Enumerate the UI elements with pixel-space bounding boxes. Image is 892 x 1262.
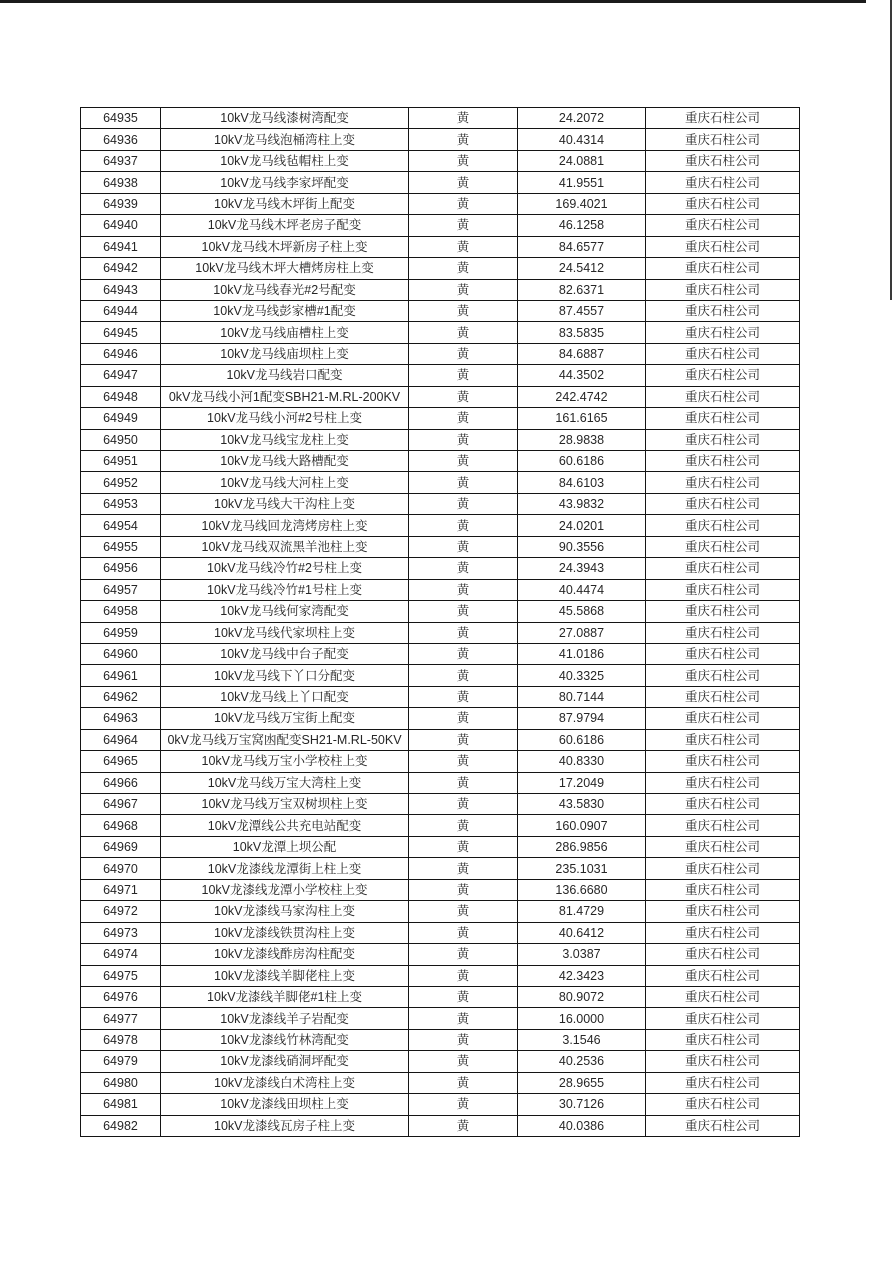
cell-level: 黄 [456,389,470,404]
cell-transformer-name: 10kV龙马线彭家槽#1配变 [213,304,356,319]
cell-transformer-name: 10kV龙马线春光#2号配变 [213,282,356,297]
cell-company: 重庆石柱公司 [684,475,760,490]
table-row [81,729,800,750]
cell-level: 黄 [456,561,470,576]
cell-record-id: 64946 [103,347,138,362]
cell-transformer-name: 10kV龙漆线马家沟柱上变 [214,904,355,919]
cell-record-id: 64935 [103,111,138,126]
cell-value: 242.4742 [555,389,608,404]
cell-company: 重庆石柱公司 [684,411,760,426]
cell-company: 重庆石柱公司 [684,282,760,297]
cell-record-id: 64957 [103,582,138,597]
table-row [81,858,800,879]
table-row [81,601,800,622]
cell-level: 黄 [456,968,470,983]
cell-value: 169.4021 [555,196,608,211]
table-row [81,150,800,171]
cell-value: 82.6371 [558,282,605,297]
cell-level: 黄 [456,218,470,233]
cell-transformer-name: 10kV龙马线毡帽柱上变 [220,154,349,169]
cell-company: 重庆石柱公司 [684,347,760,362]
cell-value: 16.0000 [558,1011,605,1026]
cell-record-id: 64954 [103,518,138,533]
table-row [81,665,800,686]
table-row [81,322,800,343]
cell-level: 黄 [456,497,470,512]
cell-transformer-name: 10kV龙潭上坝公配 [232,840,337,855]
cell-level: 黄 [456,1097,470,1112]
cell-transformer-name: 10kV龙马线庙坝柱上变 [220,347,349,362]
cell-transformer-name: 10kV龙马线万宝大湾柱上变 [207,775,362,790]
table-row [81,901,800,922]
cell-company: 重庆石柱公司 [684,454,760,469]
cell-transformer-name: 10kV龙漆线瓦房子柱上变 [214,1118,355,1133]
table-row [81,343,800,364]
cell-record-id: 64945 [103,325,138,340]
table-row [81,965,800,986]
cell-company: 重庆石柱公司 [684,1097,760,1112]
cell-transformer-name: 10kV龙马线岩口配变 [226,368,343,383]
cell-value: 24.2072 [558,111,605,126]
table-row [81,836,800,857]
cell-transformer-name: 10kV龙马线大干沟柱上变 [214,497,355,512]
cell-value: 40.2536 [558,1054,605,1069]
cell-company: 重庆石柱公司 [684,668,760,683]
cell-level: 黄 [456,840,470,855]
cell-transformer-name: 10kV龙马线木坪新房子柱上变 [201,239,368,254]
cell-value: 40.0386 [558,1118,605,1133]
cell-value: 90.3556 [558,539,605,554]
cell-value: 60.6186 [558,732,605,747]
cell-record-id: 64956 [103,561,138,576]
cell-transformer-name: 10kV龙马线万宝双树坝柱上变 [201,797,368,812]
cell-transformer-name: 10kV龙马线庙槽柱上变 [220,325,349,340]
cell-transformer-name: 10kV龙马线双流黑羊池柱上变 [201,539,368,554]
cell-record-id: 64951 [103,454,138,469]
cell-value: 40.4314 [558,132,605,147]
cell-level: 黄 [456,196,470,211]
cell-value: 44.3502 [558,368,605,383]
cell-level: 黄 [456,690,470,705]
cell-record-id: 64947 [103,368,138,383]
cell-value: 235.1031 [555,861,608,876]
cell-company: 重庆石柱公司 [684,497,760,512]
cell-transformer-name: 10kV龙马线中台子配变 [220,647,349,662]
cell-transformer-name: 10kV龙漆线羊子岩配变 [220,1011,349,1026]
cell-transformer-name: 10kV龙马线大路槽配变 [220,454,349,469]
cell-value: 41.9551 [558,175,605,190]
table-row [81,579,800,600]
cell-company: 重庆石柱公司 [684,882,760,897]
cell-company: 重庆石柱公司 [684,625,760,640]
cell-level: 黄 [456,518,470,533]
table-row [81,300,800,321]
cell-value: 40.3325 [558,668,605,683]
cell-value: 27.0887 [558,625,605,640]
cell-transformer-name: 10kV龙漆线铁贯沟柱上变 [214,925,355,940]
table-row [81,1051,800,1072]
cell-level: 黄 [456,861,470,876]
cell-company: 重庆石柱公司 [684,539,760,554]
table-row [81,1072,800,1093]
cell-level: 黄 [456,604,470,619]
cell-transformer-name: 10kV龙马线万宝街上配变 [214,711,355,726]
table-row [81,751,800,772]
cell-record-id: 64948 [103,389,138,404]
cell-value: 3.1546 [562,1033,601,1048]
cell-level: 黄 [456,990,470,1005]
cell-record-id: 64972 [103,904,138,919]
cell-level: 黄 [456,282,470,297]
cell-record-id: 64959 [103,625,138,640]
cell-company: 重庆石柱公司 [684,968,760,983]
cell-transformer-name: 10kV龙马线代家坝柱上变 [214,625,355,640]
cell-transformer-name: 10kV龙马线李家坪配变 [220,175,349,190]
table-row [81,408,800,429]
cell-transformer-name: 10kV龙漆线羊脚佬#1柱上变 [207,990,362,1005]
cell-value: 80.7144 [558,690,605,705]
cell-level: 黄 [456,1011,470,1026]
table-row [81,129,800,150]
cell-record-id: 64974 [103,947,138,962]
cell-company: 重庆石柱公司 [684,111,760,126]
cell-company: 重庆石柱公司 [684,647,760,662]
cell-value: 87.9794 [558,711,605,726]
cell-record-id: 64944 [103,304,138,319]
cell-value: 28.9838 [558,432,605,447]
table-row [81,258,800,279]
cell-value: 42.3423 [558,968,605,983]
table-row [81,1115,800,1136]
cell-record-id: 64937 [103,154,138,169]
cell-record-id: 64966 [103,775,138,790]
cell-level: 黄 [456,904,470,919]
cell-company: 重庆石柱公司 [684,154,760,169]
cell-value: 81.4729 [558,904,605,919]
table-row [81,236,800,257]
table-row [81,279,800,300]
cell-value: 30.7126 [558,1097,605,1112]
cell-value: 24.3943 [558,561,605,576]
cell-level: 黄 [456,175,470,190]
cell-value: 60.6186 [558,454,605,469]
cell-level: 黄 [456,475,470,490]
cell-transformer-name: 10kV龙漆线白术湾柱上变 [214,1075,355,1090]
cell-transformer-name: 10kV龙马线冷竹#1号柱上变 [207,582,362,597]
cell-value: 24.0881 [558,154,605,169]
table-row [81,172,800,193]
cell-level: 黄 [456,154,470,169]
cell-record-id: 64955 [103,539,138,554]
cell-value: 17.2049 [558,775,605,790]
cell-value: 161.6165 [555,411,608,426]
cell-level: 黄 [456,347,470,362]
cell-record-id: 64950 [103,432,138,447]
cell-level: 黄 [456,925,470,940]
cell-value: 80.9072 [558,990,605,1005]
cell-transformer-name: 10kV龙马线回龙湾烤房柱上变 [201,518,368,533]
table-row [81,879,800,900]
cell-transformer-name: 10kV龙马线上丫口配变 [220,690,349,705]
table-row [81,451,800,472]
cell-record-id: 64965 [103,754,138,769]
cell-company: 重庆石柱公司 [684,432,760,447]
cell-company: 重庆石柱公司 [684,582,760,597]
cell-transformer-name: 10kV龙漆线酢房沟柱配变 [214,947,355,962]
table-row [81,386,800,407]
cell-company: 重庆石柱公司 [684,561,760,576]
cell-value: 43.9832 [558,497,605,512]
cell-transformer-name: 10kV龙漆线田坝柱上变 [220,1097,349,1112]
cell-company: 重庆石柱公司 [684,604,760,619]
cell-value: 160.0907 [555,818,608,833]
table-row [81,643,800,664]
cell-transformer-name: 10kV龙马线大河柱上变 [220,475,349,490]
cell-level: 黄 [456,304,470,319]
table-row [81,772,800,793]
cell-company: 重庆石柱公司 [684,861,760,876]
table-row [81,515,800,536]
cell-level: 黄 [456,368,470,383]
cell-record-id: 64971 [103,882,138,897]
cell-company: 重庆石柱公司 [684,818,760,833]
cell-level: 黄 [456,411,470,426]
cell-level: 黄 [456,432,470,447]
cell-company: 重庆石柱公司 [684,1118,760,1133]
cell-record-id: 64952 [103,475,138,490]
cell-record-id: 64943 [103,282,138,297]
table-row [81,558,800,579]
cell-company: 重庆石柱公司 [684,132,760,147]
cell-company: 重庆石柱公司 [684,304,760,319]
cell-value: 136.6680 [555,882,608,897]
cell-value: 40.6412 [558,925,605,940]
cell-record-id: 64967 [103,797,138,812]
cell-transformer-name: 10kV龙马线泡桶湾柱上变 [214,132,355,147]
cell-record-id: 64975 [103,968,138,983]
cell-company: 重庆石柱公司 [684,904,760,919]
cell-record-id: 64963 [103,711,138,726]
cell-record-id: 64964 [103,732,138,747]
cell-transformer-name: 10kV龙漆线竹林湾配变 [220,1033,349,1048]
cell-record-id: 64982 [103,1118,138,1133]
cell-level: 黄 [456,261,470,276]
cell-company: 重庆石柱公司 [684,711,760,726]
cell-record-id: 64969 [103,840,138,855]
table-row [81,708,800,729]
cell-transformer-name: 10kV龙马线木坪街上配变 [214,196,355,211]
cell-value: 40.8330 [558,754,605,769]
cell-level: 黄 [456,1033,470,1048]
cell-value: 83.5835 [558,325,605,340]
cell-company: 重庆石柱公司 [684,990,760,1005]
cell-record-id: 64973 [103,925,138,940]
cell-value: 45.5868 [558,604,605,619]
cell-level: 黄 [456,647,470,662]
cell-level: 黄 [456,239,470,254]
cell-transformer-name: 10kV龙漆线羊脚佬柱上变 [214,968,355,983]
table-row [81,686,800,707]
cell-company: 重庆石柱公司 [684,1011,760,1026]
table-row [81,794,800,815]
cell-transformer-name: 10kV龙马线万宝小学校柱上变 [201,754,368,769]
cell-record-id: 64960 [103,647,138,662]
cell-record-id: 64981 [103,1097,138,1112]
cell-level: 黄 [456,797,470,812]
cell-record-id: 64970 [103,861,138,876]
table-row [81,429,800,450]
table-row [81,365,800,386]
cell-company: 重庆石柱公司 [684,925,760,940]
cell-record-id: 64958 [103,604,138,619]
cell-level: 黄 [456,1118,470,1133]
cell-value: 40.4474 [558,582,605,597]
cell-company: 重庆石柱公司 [684,325,760,340]
cell-company: 重庆石柱公司 [684,368,760,383]
cell-company: 重庆石柱公司 [684,175,760,190]
cell-level: 黄 [456,711,470,726]
cell-transformer-name: 10kV龙马线宝龙柱上变 [220,432,349,447]
cell-record-id: 64961 [103,668,138,683]
cell-transformer-name: 10kV龙漆线龙潭小学校柱上变 [201,882,368,897]
cell-company: 重庆石柱公司 [684,1033,760,1048]
cell-transformer-name: 10kV龙马线漆树湾配变 [220,111,349,126]
table-row [81,193,800,214]
cell-record-id: 64942 [103,261,138,276]
cell-value: 84.6887 [558,347,605,362]
table-row [81,622,800,643]
cell-transformer-name: 10kV龙马线小河#2号柱上变 [207,411,362,426]
cell-record-id: 64962 [103,690,138,705]
cell-company: 重庆石柱公司 [684,797,760,812]
cell-level: 黄 [456,818,470,833]
cell-company: 重庆石柱公司 [684,389,760,404]
cell-transformer-name: 10kV龙马线下丫口分配变 [214,668,355,683]
cell-record-id: 64939 [103,196,138,211]
cell-record-id: 64968 [103,818,138,833]
cell-value: 286.9856 [555,840,608,855]
table-row [81,108,800,129]
cell-company: 重庆石柱公司 [684,261,760,276]
cell-value: 41.0186 [558,647,605,662]
table-row [81,815,800,836]
cell-level: 黄 [456,582,470,597]
cell-level: 黄 [456,111,470,126]
cell-record-id: 64940 [103,218,138,233]
cell-company: 重庆石柱公司 [684,775,760,790]
cell-value: 84.6577 [558,239,605,254]
cell-company: 重庆石柱公司 [684,218,760,233]
cell-record-id: 64979 [103,1054,138,1069]
table-row [81,472,800,493]
cell-value: 24.5412 [558,261,605,276]
cell-transformer-name: 10kV龙马线木坪老房子配变 [207,218,362,233]
cell-transformer-name: 10kV龙漆线硝洞坪配变 [220,1054,349,1069]
cell-transformer-name: 10kV龙马线何家湾配变 [220,604,349,619]
table-body [81,108,800,1137]
cell-transformer-name: 10kV龙漆线龙潭街上柱上变 [207,861,362,876]
cell-company: 重庆石柱公司 [684,732,760,747]
cell-level: 黄 [456,1075,470,1090]
cell-record-id: 64980 [103,1075,138,1090]
table-row [81,922,800,943]
cell-transformer-name: 10kV龙马线冷竹#2号柱上变 [207,561,362,576]
cell-level: 黄 [456,754,470,769]
cell-record-id: 64978 [103,1033,138,1048]
cell-level: 黄 [456,454,470,469]
table-row [81,944,800,965]
cell-company: 重庆石柱公司 [684,840,760,855]
cell-level: 黄 [456,947,470,962]
table-row [81,536,800,557]
cell-company: 重庆石柱公司 [684,239,760,254]
cell-record-id: 64953 [103,497,138,512]
cell-value: 46.1258 [558,218,605,233]
transformer-table [80,107,800,1137]
cell-value: 87.4557 [558,304,605,319]
table-row [81,986,800,1007]
cell-level: 黄 [456,1054,470,1069]
table-row [81,1029,800,1050]
cell-company: 重庆石柱公司 [684,1075,760,1090]
cell-value: 28.9655 [558,1075,605,1090]
cell-value: 84.6103 [558,475,605,490]
cell-value: 43.5830 [558,797,605,812]
cell-record-id: 64949 [103,411,138,426]
cell-record-id: 64941 [103,239,138,254]
cell-company: 重庆石柱公司 [684,754,760,769]
cell-company: 重庆石柱公司 [684,196,760,211]
table-row [81,1094,800,1115]
cell-level: 黄 [456,132,470,147]
cell-record-id: 64976 [103,990,138,1005]
cell-record-id: 64938 [103,175,138,190]
cell-record-id: 64936 [103,132,138,147]
table-row [81,1008,800,1029]
cell-company: 重庆石柱公司 [684,1054,760,1069]
cell-level: 黄 [456,539,470,554]
cell-value: 24.0201 [558,518,605,533]
cell-company: 重庆石柱公司 [684,947,760,962]
table-row [81,493,800,514]
cell-transformer-name: 0kV龙马线小河1配变SBH21-M.RL-200KV [168,389,401,404]
cell-record-id: 64977 [103,1011,138,1026]
cell-level: 黄 [456,882,470,897]
cell-level: 黄 [456,625,470,640]
cell-level: 黄 [456,668,470,683]
cell-company: 重庆石柱公司 [684,690,760,705]
cell-level: 黄 [456,325,470,340]
cell-company: 重庆石柱公司 [684,518,760,533]
page-top-edge-bar [0,0,866,3]
cell-level: 黄 [456,775,470,790]
cell-transformer-name: 10kV龙马线木坪大槽烤房柱上变 [195,261,374,276]
table-row [81,215,800,236]
cell-value: 3.0387 [562,947,601,962]
cell-level: 黄 [456,732,470,747]
cell-transformer-name: 10kV龙潭线公共充电站配变 [207,818,362,833]
cell-transformer-name: 0kV龙马线万宝窝凼配变SH21-M.RL-50KV [167,732,402,747]
